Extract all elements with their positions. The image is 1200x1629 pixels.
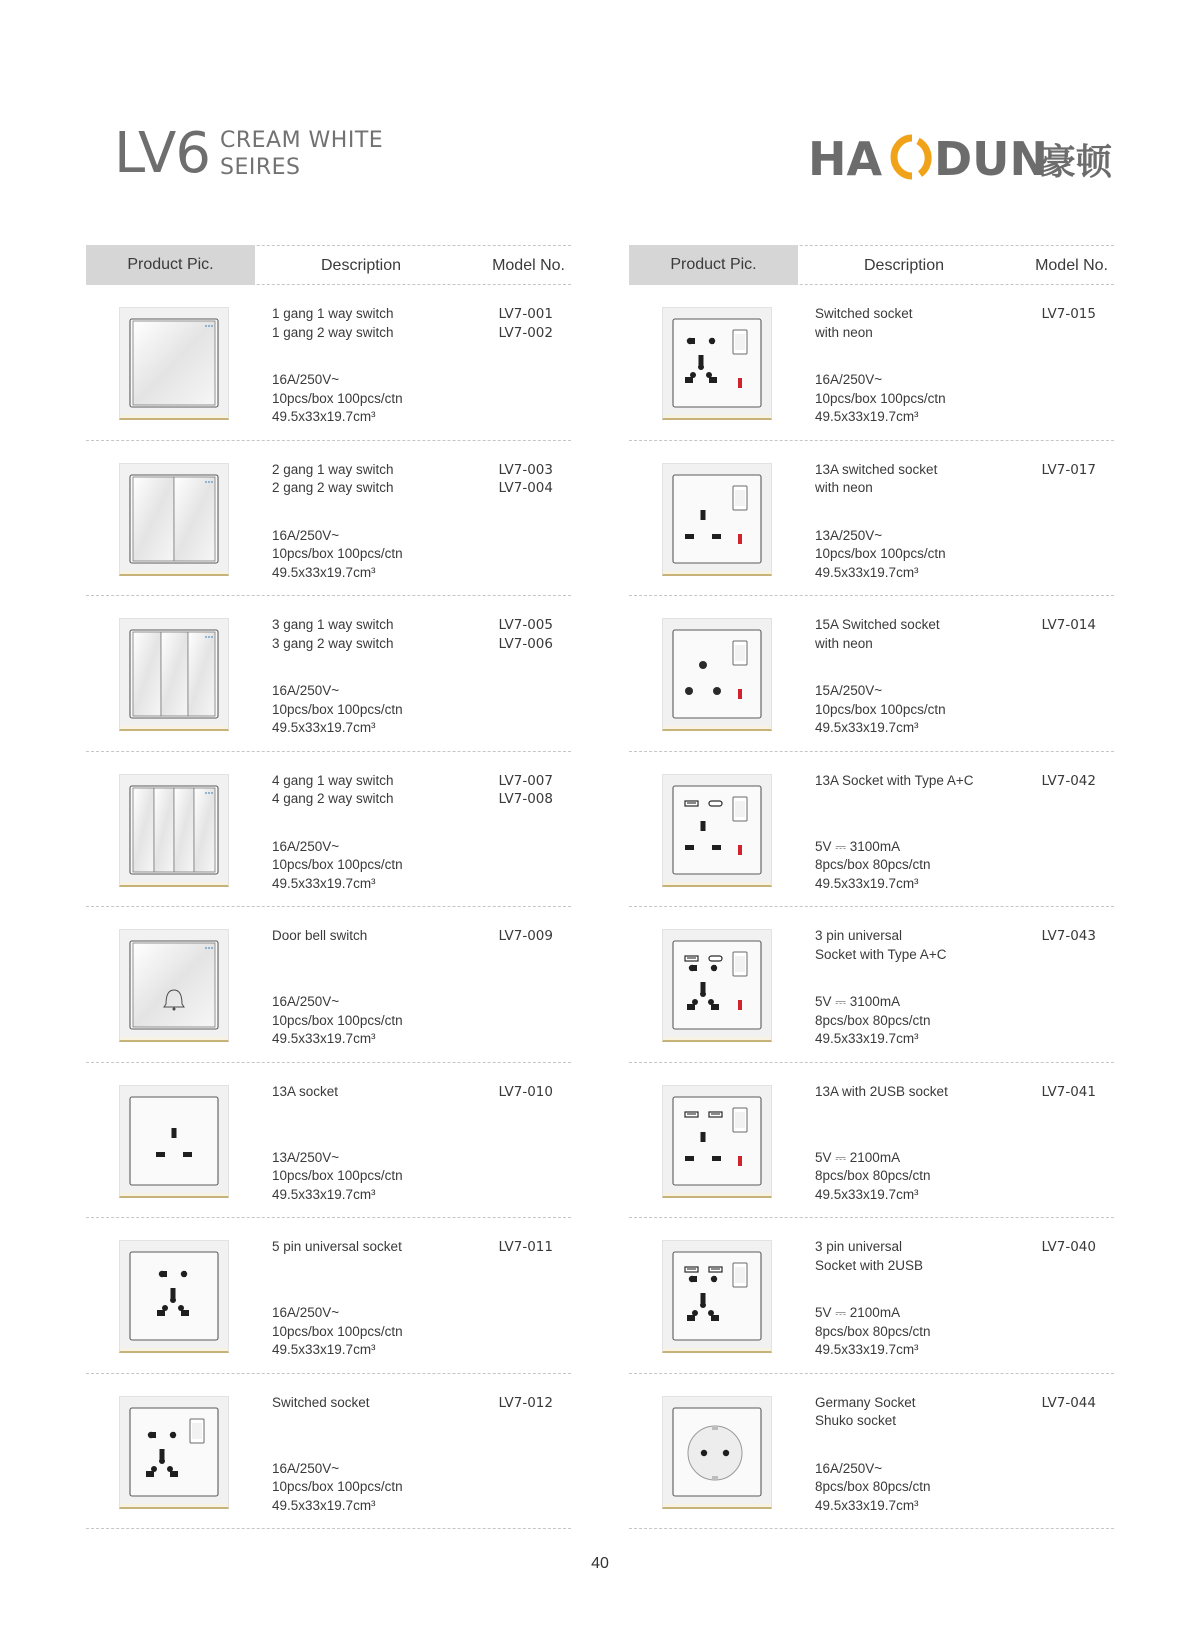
- model-number: [463, 772, 553, 809]
- model-number: [463, 1394, 553, 1413]
- model-number: [463, 927, 553, 946]
- product-rows-left: [86, 285, 571, 1529]
- spec-line: 49.5x33x19.7cm³: [815, 720, 919, 735]
- spec-line: 8pcs/box 80pcs/ctn: [815, 857, 931, 872]
- product-row: [86, 907, 571, 1063]
- product-description: [272, 1238, 482, 1257]
- description-line: 2 gang 2 way switch: [272, 480, 394, 495]
- product-specs: [815, 682, 1035, 738]
- spec-line: 10pcs/box 100pcs/ctn: [272, 1479, 403, 1494]
- spec-line: 49.5x33x19.7cm³: [815, 1342, 919, 1357]
- spec-line: 49.5x33x19.7cm³: [815, 1497, 919, 1513]
- model-number-line: LV7-009: [498, 928, 553, 944]
- description-line: 3 gang 2 way switch: [272, 635, 394, 651]
- spec-line: 49.5x33x19.7cm³: [272, 564, 376, 580]
- spec-line: 16A/250V~: [272, 372, 340, 387]
- spec-line: 49.5x33x19.7cm³: [815, 1031, 919, 1046]
- product-row: [629, 907, 1114, 1063]
- model-number: [1006, 1083, 1096, 1102]
- spec-line: 5V ⎓ 3100mA: [815, 838, 901, 854]
- description-line: 13A Socket with Type A+C: [815, 772, 974, 788]
- spec-line: 10pcs/box 100pcs/ctn: [815, 701, 946, 717]
- spec-line: 8pcs/box 80pcs/ctn: [815, 1323, 931, 1339]
- product-table-right: [629, 245, 1114, 1529]
- spec-line: 15A/250V~: [815, 683, 883, 698]
- brand-name-part1: HA: [808, 132, 883, 184]
- product-specs: [272, 682, 492, 738]
- product-row: [86, 752, 571, 908]
- spec-line: 10pcs/box 100pcs/ctn: [272, 546, 403, 561]
- spec-line: 8pcs/box 80pcs/ctn: [815, 1479, 931, 1494]
- model-number-line: LV7-017: [1041, 461, 1096, 478]
- socket-13a-icon: [119, 1085, 229, 1198]
- product-specs: [815, 1304, 1035, 1360]
- table-header: [629, 245, 1114, 285]
- brand-o-icon: [894, 138, 928, 176]
- product-specs: [815, 838, 1035, 894]
- product-specs: [815, 993, 1035, 1049]
- model-number: [1006, 616, 1096, 635]
- series-title: [114, 121, 384, 186]
- socket-13a-2usb-icon: [662, 1085, 772, 1198]
- description-line: Switched socket: [272, 1394, 370, 1410]
- description-line: 13A socket: [272, 1083, 339, 1099]
- spec-line: 49.5x33x19.7cm³: [272, 875, 376, 891]
- model-number: [463, 1238, 553, 1257]
- model-number-line: LV7-042: [1041, 772, 1096, 789]
- spec-line: 13A/250V~: [272, 1149, 340, 1165]
- model-number-line: LV7-011: [498, 1239, 553, 1255]
- product-row: [86, 285, 571, 441]
- spec-line: 16A/250V~: [272, 683, 340, 698]
- spec-line: 49.5x33x19.7cm³: [272, 720, 376, 735]
- model-number: [1006, 772, 1096, 791]
- spec-line: 16A/250V~: [815, 372, 883, 387]
- product-description: [272, 305, 482, 342]
- spec-line: 10pcs/box 100pcs/ctn: [272, 390, 403, 406]
- series-code: LV6: [114, 121, 210, 186]
- series-subtitle-line1: CREAM WHITE: [219, 128, 384, 153]
- product-description: [272, 1394, 482, 1413]
- header-description: Description: [320, 257, 402, 274]
- model-number-line: LV7-001: [498, 306, 553, 322]
- product-row: [629, 1374, 1114, 1530]
- header-model-no: Model No.: [492, 257, 565, 274]
- product-specs: [272, 838, 492, 894]
- model-number-line: LV7-044: [1041, 1394, 1096, 1411]
- spec-line: 8pcs/box 80pcs/ctn: [815, 1012, 931, 1028]
- model-number: [463, 1083, 553, 1102]
- socket-switched-universal-icon: [119, 1396, 229, 1509]
- model-number: [1006, 305, 1096, 324]
- description-line: Shuko socket: [815, 1413, 897, 1428]
- product-description: [272, 927, 482, 946]
- product-specs: [272, 1304, 492, 1360]
- product-rows-right: [629, 285, 1114, 1529]
- switch-3-gang-icon: [119, 618, 229, 731]
- spec-line: 49.5x33x19.7cm³: [272, 1031, 376, 1046]
- spec-line: 10pcs/box 100pcs/ctn: [272, 857, 403, 872]
- description-line: 4 gang 1 way switch: [272, 772, 394, 788]
- product-description: [815, 1394, 1025, 1431]
- description-line: 2 gang 1 way switch: [272, 461, 394, 477]
- socket-schuko-icon: [662, 1396, 772, 1509]
- page-number: 40: [591, 1555, 609, 1572]
- model-number: [463, 616, 553, 653]
- product-specs: [272, 371, 492, 427]
- header-product-pic: Product Pic.: [86, 245, 255, 285]
- spec-line: 10pcs/box 100pcs/ctn: [272, 1323, 403, 1339]
- model-number-line: LV7-014: [1041, 617, 1096, 633]
- series-subtitle: [220, 127, 383, 181]
- brand-logo: [808, 128, 1116, 188]
- spec-line: 49.5x33x19.7cm³: [272, 1342, 376, 1357]
- model-number-line: LV7-004: [498, 480, 553, 496]
- model-number-line: LV7-002: [498, 324, 553, 341]
- model-number-line: LV7-012: [498, 1394, 553, 1411]
- spec-line: 10pcs/box 100pcs/ctn: [815, 546, 946, 561]
- socket-15a-switch-neon-icon: [662, 618, 772, 731]
- header-model-no: Model No.: [1035, 257, 1108, 274]
- brand-wordmark: [808, 132, 1113, 184]
- table-header: [86, 245, 571, 285]
- product-description: [815, 927, 1025, 964]
- model-number-line: LV7-010: [498, 1083, 553, 1100]
- product-description: [815, 1238, 1025, 1275]
- socket-universal-5pin-icon: [119, 1240, 229, 1353]
- product-specs: [272, 993, 492, 1049]
- spec-line: 49.5x33x19.7cm³: [272, 1186, 376, 1202]
- model-number: [463, 305, 553, 342]
- model-number-line: LV7-040: [1041, 1239, 1096, 1255]
- door-bell-switch-icon: [119, 929, 229, 1042]
- spec-line: 10pcs/box 100pcs/ctn: [272, 1012, 403, 1028]
- description-line: Socket with 2USB: [815, 1257, 924, 1273]
- socket-universal-usb-a-c-icon: [662, 929, 772, 1042]
- spec-line: 10pcs/box 100pcs/ctn: [272, 1168, 403, 1183]
- socket-13a-switch-neon-icon: [662, 463, 772, 576]
- brand-name-part2: DUN: [934, 132, 1049, 184]
- model-number-line: LV7-003: [498, 461, 553, 478]
- product-row: [86, 1374, 571, 1530]
- spec-line: 16A/250V~: [272, 527, 340, 543]
- spec-line: 5V ⎓ 2100mA: [815, 1149, 901, 1165]
- description-line: 3 pin universal: [815, 1239, 903, 1254]
- description-line: 1 gang 2 way switch: [272, 324, 394, 340]
- description-line: 15A Switched socket: [815, 617, 940, 632]
- description-line: Socket with Type A+C: [815, 946, 947, 962]
- brand-chinese-name: 豪顿: [1040, 142, 1113, 183]
- socket-13a-usb-a-c-icon: [662, 774, 772, 887]
- product-description: [272, 772, 482, 809]
- switch-4-gang-icon: [119, 774, 229, 887]
- spec-line: 49.5x33x19.7cm³: [272, 1497, 376, 1513]
- product-description: [815, 1083, 1025, 1102]
- product-specs: [272, 527, 492, 583]
- product-row: [86, 596, 571, 752]
- spec-line: 16A/250V~: [272, 1305, 340, 1320]
- description-line: 3 gang 1 way switch: [272, 617, 394, 632]
- description-line: Germany Socket: [815, 1394, 916, 1410]
- product-description: [272, 461, 482, 498]
- product-specs: [272, 1149, 492, 1205]
- description-line: Switched socket: [815, 306, 913, 321]
- spec-line: 16A/250V~: [272, 1460, 340, 1476]
- description-line: 1 gang 1 way switch: [272, 306, 394, 321]
- model-number: [463, 461, 553, 498]
- spec-line: 13A/250V~: [815, 527, 883, 543]
- brand-logo-mark: [808, 132, 1116, 184]
- product-row: [629, 752, 1114, 908]
- spec-line: 10pcs/box 100pcs/ctn: [815, 390, 946, 406]
- product-description: [272, 616, 482, 653]
- description-line: Door bell switch: [272, 928, 368, 943]
- product-row: [629, 285, 1114, 441]
- spec-line: 16A/250V~: [272, 838, 340, 854]
- product-description: [815, 616, 1025, 653]
- model-number-line: LV7-008: [498, 791, 553, 807]
- model-number-line: LV7-041: [1041, 1083, 1096, 1100]
- product-specs: [272, 1460, 492, 1516]
- product-specs: [815, 527, 1035, 583]
- product-table-left: [86, 245, 571, 1529]
- spec-line: 16A/250V~: [815, 1460, 883, 1476]
- product-row: [629, 596, 1114, 752]
- description-line: 3 pin universal: [815, 928, 903, 943]
- spec-line: 16A/250V~: [272, 994, 340, 1009]
- model-number: [1006, 927, 1096, 946]
- spec-line: 8pcs/box 80pcs/ctn: [815, 1168, 931, 1183]
- spec-line: 49.5x33x19.7cm³: [272, 409, 376, 424]
- socket-universal-2usb-icon: [662, 1240, 772, 1353]
- product-description: [272, 1083, 482, 1102]
- model-number-line: LV7-043: [1041, 928, 1096, 944]
- socket-universal-switch-neon-icon: [662, 307, 772, 420]
- product-row: [86, 441, 571, 597]
- model-number-line: LV7-007: [498, 772, 553, 789]
- description-line: 13A switched socket: [815, 461, 938, 477]
- model-number: [1006, 461, 1096, 480]
- description-line: 4 gang 2 way switch: [272, 791, 394, 806]
- spec-line: 49.5x33x19.7cm³: [815, 409, 919, 424]
- product-row: [629, 441, 1114, 597]
- switch-1-gang-icon: [119, 307, 229, 420]
- header-product-pic: Product Pic.: [629, 245, 798, 285]
- spec-line: 5V ⎓ 2100mA: [815, 1305, 901, 1320]
- product-description: [815, 772, 1025, 791]
- model-number: [1006, 1238, 1096, 1257]
- product-row: [86, 1063, 571, 1219]
- product-row: [86, 1218, 571, 1374]
- product-specs: [815, 1149, 1035, 1205]
- model-number-line: LV7-015: [1041, 306, 1096, 322]
- description-line: with neon: [815, 480, 873, 495]
- header-description: Description: [863, 257, 945, 274]
- model-number: [1006, 1394, 1096, 1413]
- product-description: [815, 461, 1025, 498]
- description-line: 5 pin universal socket: [272, 1239, 402, 1254]
- series-subtitle-line2: SEIRES: [219, 155, 301, 180]
- product-description: [815, 305, 1025, 342]
- spec-line: 49.5x33x19.7cm³: [815, 1186, 919, 1202]
- product-specs: [815, 1460, 1035, 1516]
- spec-line: 49.5x33x19.7cm³: [815, 875, 919, 891]
- switch-2-gang-icon: [119, 463, 229, 576]
- description-line: 13A with 2USB socket: [815, 1083, 948, 1099]
- spec-line: 49.5x33x19.7cm³: [815, 564, 919, 580]
- description-line: with neon: [815, 635, 873, 651]
- spec-line: 5V ⎓ 3100mA: [815, 994, 901, 1009]
- model-number-line: LV7-005: [498, 617, 553, 633]
- product-specs: [815, 371, 1035, 427]
- description-line: with neon: [815, 324, 873, 340]
- model-number-line: LV7-006: [498, 635, 553, 652]
- spec-line: 10pcs/box 100pcs/ctn: [272, 701, 403, 717]
- product-row: [629, 1063, 1114, 1219]
- product-row: [629, 1218, 1114, 1374]
